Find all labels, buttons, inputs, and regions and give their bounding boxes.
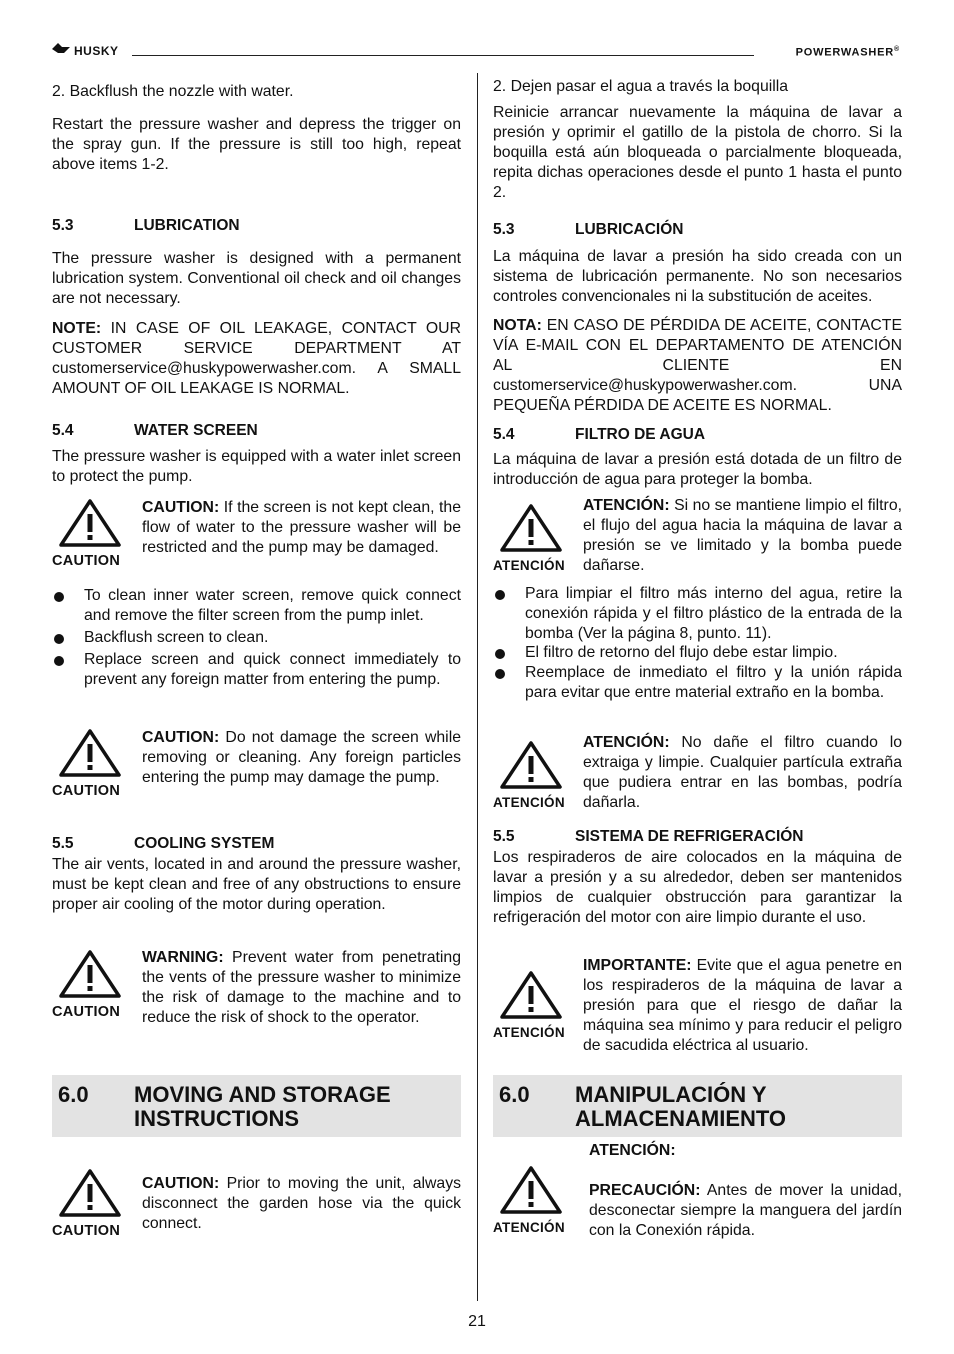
note-paragraph: NOTA: EN CASO DE PÉRDIDA DE ACEITE, CONTACTE VÍA E-MAIL CON EL DEPARTAMENTO DE ATENCIÓN AL CLIENTE EN customerservice@huskypowerwasher.com. UNA PEQUEÑA PÉRDIDA DE ACEITE ES NORMAL.	[493, 317, 902, 414]
lubrication-paragraph: La máquina de lavar a presión ha sido creada con un sistema de lubricación permanente. No son necesarios controles convencionales ni la substitución de aceites.	[493, 248, 902, 305]
note-paragraph: NOTE: IN CASE OF OIL LEAKAGE, CONTACT OUR CUSTOMER SERVICE DEPARTMENT AT customerservice@huskypowerwasher.com. A SMALL AMOUNT OF OIL LEAKAGE IS NORMAL.	[52, 320, 461, 397]
cooling-paragraph: The air vents, located in and around the pressure washer, must be kept clean and free of any obstructions to ensure proper air cooling of the motor during operation.	[52, 856, 461, 913]
atencion-icon-block: ATENCIÓN	[493, 503, 583, 581]
restart-paragraph: Reinicie arrancar nuevamente la máquina de lavar a presión y oprimir el gatillo de la pistola de chorro. Si la boquilla está aún bloqueada o parcialmente bloqueada, repita dichas operaciones desde el punto 1 hasta el punto 2.	[493, 104, 902, 201]
caution-icon-block: CAUTION	[52, 728, 142, 806]
header-brand: POWERWASHER®	[795, 46, 900, 59]
warning-triangle-icon	[58, 949, 122, 999]
husky-logo-text: HUSKY	[74, 43, 119, 58]
caution-icon-block: CAUTION	[52, 1168, 142, 1246]
caution-do-not-damage: CAUTION: Do not damage the screen while removing or cleaning. Any foreign particles entering the pump may damage the pump.	[142, 729, 461, 786]
restart-paragraph: Restart the pressure washer and depress the trigger on the spray gun. If the pressure is still too high, repeat above items 1-2.	[52, 116, 461, 173]
warning-triangle-icon	[499, 970, 563, 1020]
atencion-heading: ATENCIÓN:	[589, 1142, 676, 1159]
water-screen-paragraph: The pressure washer is equipped with a water inlet screen to protect the pump.	[52, 448, 461, 485]
warning-vents: IMPORTANTE: Evite que el agua penetre en los respiraderos de la máquina de lavar a presión para que el riesgo de dañar la máquina sea mínimo y para reducir el peligro de sacudida eléctrica al usuario.	[583, 957, 902, 1054]
bullet-item: Backflush screen to clean.	[52, 628, 461, 648]
warning-vents: WARNING: Prevent water from penetrating the vents of the pressure washer to minimize the risk of damage to the machine and to reduce the risk of shock to the operator.	[142, 949, 461, 1026]
warning-triangle-icon	[58, 728, 122, 778]
caution-do-not-damage: ATENCIÓN: No dañe el filtro cuando lo extraiga y limpie. Cualquier partícula extraña que pudiera entrar en las bombas, podría dañarla.	[583, 734, 902, 811]
caution-before-moving: PRECAUCIÓN: Antes de mover la unidad, desconectar siempre la manguera del jardín con la Conexión rápida.	[589, 1182, 902, 1239]
section-6-0-heading: 6.0 MANIPULACIÓN Y ALMACENAMIENTO	[493, 1075, 902, 1137]
bullet-item: To clean inner water screen, remove quick connect and remove the filter screen from the pump inlet.	[52, 586, 461, 626]
husky-logo-icon	[52, 43, 70, 58]
husky-logo	[52, 43, 119, 58]
atencion-icon-block: ATENCIÓN	[493, 1165, 583, 1243]
section-5-4-heading: 5.4 WATER SCREEN	[52, 422, 258, 439]
bullet-item: Replace screen and quick connect immediately to prevent any foreign matter from entering the pump.	[52, 650, 461, 690]
warning-triangle-icon	[499, 740, 563, 790]
water-screen-paragraph: La máquina de lavar a presión está dotada de un filtro de introducción de agua para proteger la bomba.	[493, 451, 902, 488]
bullet-item: Para limpiar el filtro más interno del agua, retire la conexión rápida y el filtro plástico de la entrada de la bomba (Ver la página 8, punto. 11).	[493, 584, 902, 644]
bullet-item: Reemplace de inmediato el filtro y la unión rápida para evitar que entre material extraño en la bomba.	[493, 663, 902, 703]
spanish-column	[493, 77, 902, 1247]
section-6-0-heading: 6.0 MOVING AND STORAGE INSTRUCTIONS	[52, 1075, 461, 1137]
bullet-item: El filtro de retorno del flujo debe estar limpio.	[493, 643, 902, 663]
caution-screen-clean: ATENCIÓN: Si no se mantiene limpio el filtro, el flujo del agua hacia la máquina de lavar a presión se ve limitado y la bomba puede dañarse.	[583, 497, 902, 574]
caution-icon-block: CAUTION	[52, 498, 142, 576]
warning-triangle-icon	[499, 503, 563, 553]
page-number: 21	[468, 1313, 486, 1330]
step-2: 2. Dejen pasar el agua a través la boquilla	[493, 78, 789, 95]
caution-icon-block: CAUTION	[52, 949, 142, 1027]
cooling-paragraph: Los respiraderos de aire colocados en la máquina de lavar a presión y a su alrededor, deben ser mantenidos limpios de cualquier obstrucción para garantizar la refrigeración del motor con aire limpio durante el uso.	[493, 849, 902, 926]
step-2: 2. Backflush the nozzle with water.	[52, 83, 294, 100]
column-divider	[477, 73, 478, 1301]
section-5-3-heading: 5.3 LUBRICATION	[52, 217, 240, 234]
warning-triangle-icon	[499, 1165, 563, 1215]
section-5-4-heading: 5.4 FILTRO DE AGUA	[493, 426, 706, 443]
english-column	[52, 82, 461, 1242]
atencion-icon-block: ATENCIÓN	[493, 740, 583, 818]
warning-triangle-icon	[58, 498, 122, 548]
caution-before-moving: CAUTION: Prior to moving the unit, always disconnect the garden hose via the quick connect.	[142, 1175, 461, 1232]
section-5-3-heading: 5.3 LUBRICACIÓN	[493, 221, 684, 238]
header-rule	[132, 55, 754, 56]
lubrication-paragraph: The pressure washer is designed with a permanent lubrication system. Conventional oil check and oil changes are not necessary.	[52, 250, 461, 307]
section-5-5-heading: 5.5 COOLING SYSTEM	[52, 835, 275, 852]
atencion-icon-block: ATENCIÓN	[493, 970, 583, 1048]
caution-screen-clean: CAUTION: If the screen is not kept clean, the flow of water to the pressure washer will be restricted and the pump may be damaged.	[142, 499, 461, 556]
warning-triangle-icon	[58, 1168, 122, 1218]
section-5-5-heading: 5.5 SISTEMA DE REFRIGERACIÓN	[493, 828, 804, 845]
